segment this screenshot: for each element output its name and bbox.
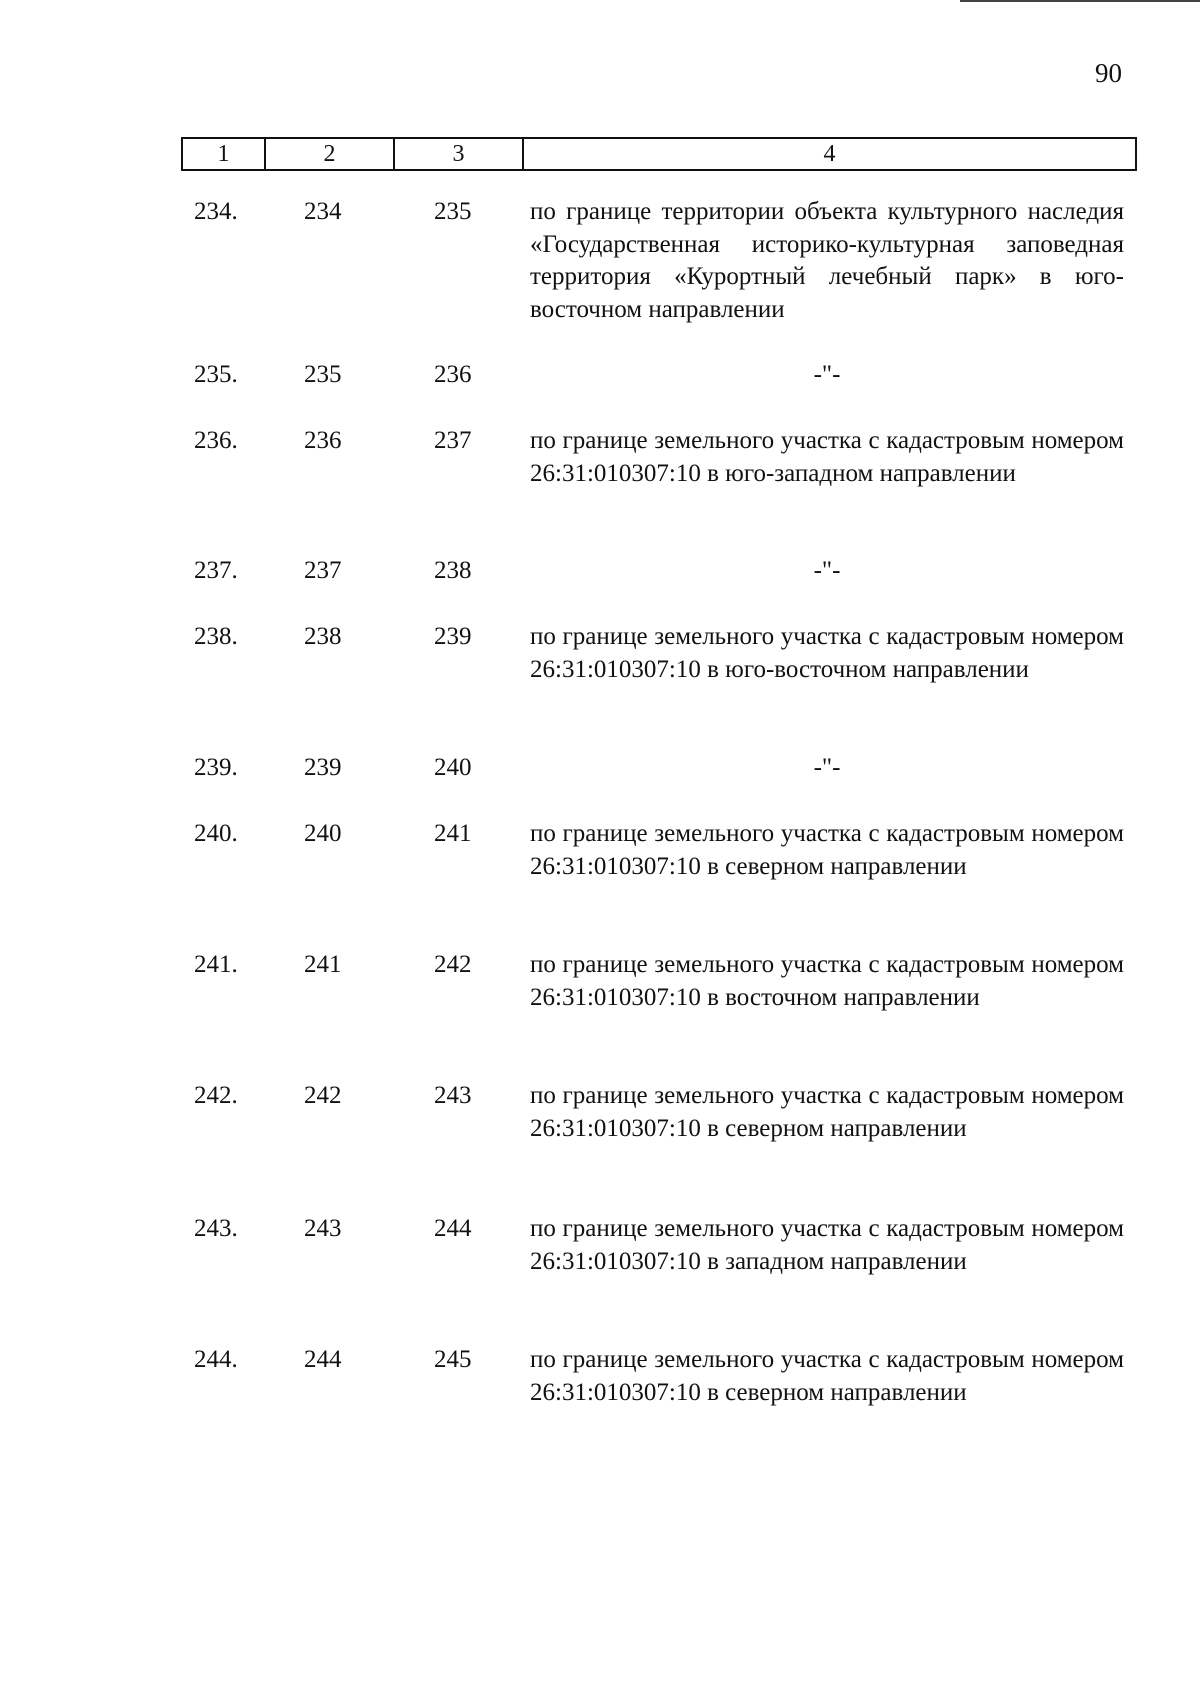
top-edge-rule: [960, 0, 1200, 2]
point-to: 242: [434, 951, 472, 978]
table-body: [0, 196, 1200, 1475]
table-row: [0, 621, 1200, 752]
point-from: 238: [304, 623, 342, 650]
table-row: [0, 1080, 1200, 1213]
boundary-description: по границе земельного участка с кадастровым номером 26:31:010307:10 в северном направлении: [530, 820, 1124, 880]
row-number: 243.: [194, 1215, 238, 1242]
table-row: [0, 196, 1200, 359]
ditto-mark: -"-: [813, 361, 841, 388]
table-row: [0, 1344, 1200, 1475]
row-number: 234.: [194, 198, 238, 225]
boundary-description: по границе земельного участка с кадастровым номером 26:31:010307:10 в юго-восточном направлении: [530, 623, 1124, 683]
table-header: [181, 137, 1137, 171]
table-row: [0, 359, 1200, 425]
row-number: 239.: [194, 754, 238, 781]
boundary-description: по границе земельного участка с кадастровым номером 26:31:010307:10 в северном направлении: [530, 1346, 1124, 1406]
boundary-description: по границе земельного участка с кадастровым номером 26:31:010307:10 в юго-западном направлении: [530, 427, 1124, 487]
row-number: 237.: [194, 557, 238, 584]
boundary-description: по границе территории объекта культурного наследия «Государственная историко-культурная заповедная территория «Курортный лечебный парк» в юго-восточном направлении: [530, 198, 1124, 323]
row-number: 236.: [194, 427, 238, 454]
point-from: 241: [304, 951, 342, 978]
row-number: 242.: [194, 1082, 238, 1109]
boundary-description: по границе земельного участка с кадастровым номером 26:31:010307:10 в северном направлении: [530, 1082, 1124, 1142]
row-number: 238.: [194, 623, 238, 650]
point-to: 237: [434, 427, 472, 454]
point-to: 235: [434, 198, 472, 225]
row-number: 235.: [194, 361, 238, 388]
ditto-mark: -"-: [813, 754, 841, 781]
page-number: 90: [1095, 58, 1122, 88]
header-col-2: 2: [266, 139, 395, 169]
point-to: 244: [434, 1215, 472, 1242]
point-from: 240: [304, 820, 342, 847]
table-row: [0, 752, 1200, 818]
table-row: [0, 818, 1200, 949]
point-to: 238: [434, 557, 472, 584]
row-number: 241.: [194, 951, 238, 978]
point-from: 234: [304, 198, 342, 225]
point-from: 239: [304, 754, 342, 781]
point-to: 236: [434, 361, 472, 388]
point-to: 240: [434, 754, 472, 781]
table-row: [0, 949, 1200, 1080]
table-row: [0, 1213, 1200, 1344]
ditto-mark: -"-: [813, 557, 841, 584]
point-from: 242: [304, 1082, 342, 1109]
point-from: 244: [304, 1346, 342, 1373]
row-number: 244.: [194, 1346, 238, 1373]
point-from: 243: [304, 1215, 342, 1242]
boundary-description: по границе земельного участка с кадастровым номером 26:31:010307:10 в восточном направлении: [530, 951, 1124, 1011]
boundary-description: по границе земельного участка с кадастровым номером 26:31:010307:10 в западном направлении: [530, 1215, 1124, 1275]
header-col-1: 1: [183, 139, 266, 169]
point-to: 239: [434, 623, 472, 650]
point-to: 243: [434, 1082, 472, 1109]
header-col-3: 3: [395, 139, 524, 169]
header-col-4: 4: [823, 141, 836, 167]
table-row: [0, 555, 1200, 621]
point-from: 235: [304, 361, 342, 388]
point-to: 241: [434, 820, 472, 847]
point-from: 236: [304, 427, 342, 454]
row-number: 240.: [194, 820, 238, 847]
point-to: 245: [434, 1346, 472, 1373]
point-from: 237: [304, 557, 342, 584]
table-row: [0, 425, 1200, 555]
